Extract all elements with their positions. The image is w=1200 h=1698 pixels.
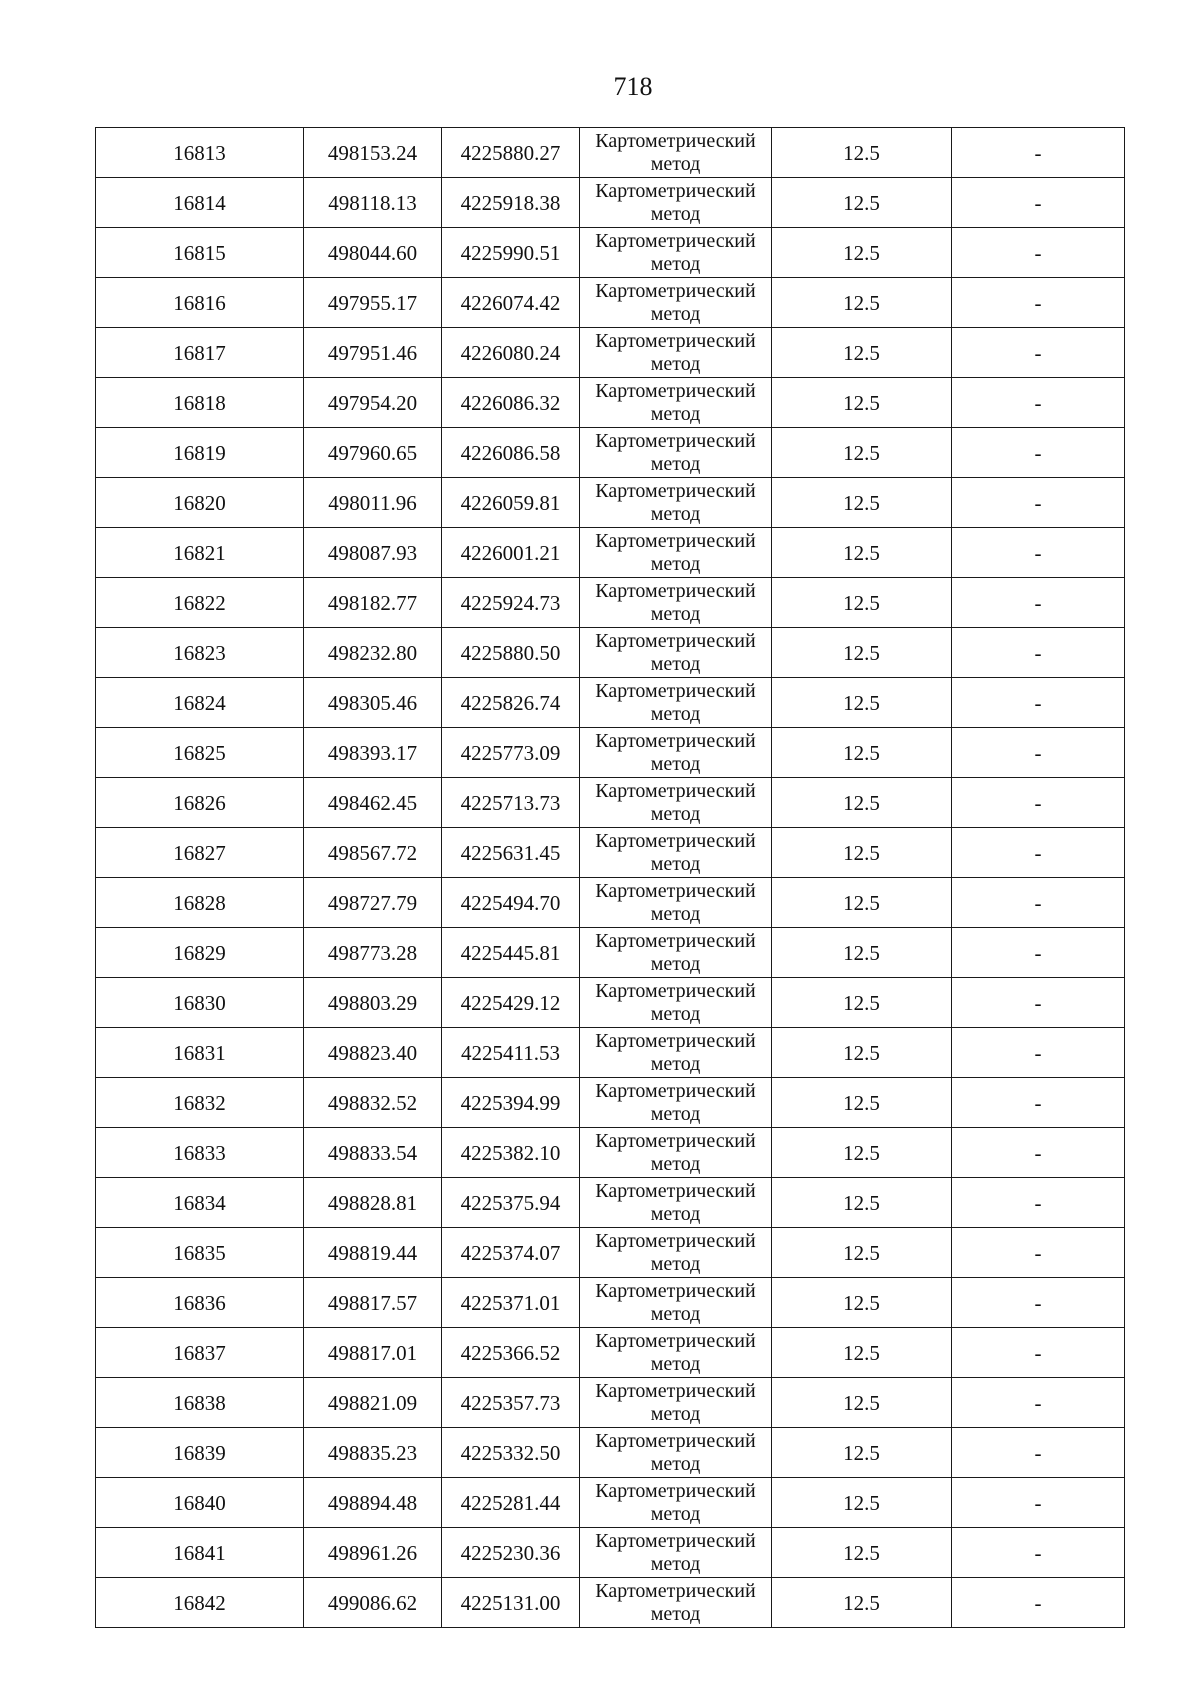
accuracy-cell: 12.5: [772, 678, 952, 728]
accuracy-cell: 12.5: [772, 978, 952, 1028]
y-coordinate-cell: 4225411.53: [442, 1028, 580, 1078]
y-coordinate-cell: 4225357.73: [442, 1378, 580, 1428]
method-line-1: Картометрический: [595, 479, 756, 502]
y-coordinate-cell: 4225429.12: [442, 978, 580, 1028]
method-cell: [580, 328, 772, 378]
x-coordinate-cell: 497955.17: [304, 278, 442, 328]
x-coordinate-cell: 498305.46: [304, 678, 442, 728]
method-line-1: Картометрический: [595, 729, 756, 752]
x-coordinate-cell: 498393.17: [304, 728, 442, 778]
method-line-2: метод: [650, 1002, 701, 1025]
method-line-1: Картометрический: [595, 979, 756, 1002]
note-cell: -: [952, 228, 1125, 278]
point-number-cell: 16816: [96, 278, 304, 328]
table-row: [96, 428, 1125, 478]
table-row: [96, 1028, 1125, 1078]
accuracy-cell: 12.5: [772, 1328, 952, 1378]
table-row: [96, 128, 1125, 178]
method-cell: [580, 1328, 772, 1378]
method-line-1: Картометрический: [595, 629, 756, 652]
accuracy-cell: 12.5: [772, 528, 952, 578]
table-row: [96, 928, 1125, 978]
point-number-cell: 16819: [96, 428, 304, 478]
x-coordinate-cell: 498894.48: [304, 1478, 442, 1528]
method-line-2: метод: [650, 1552, 701, 1575]
x-coordinate-cell: 498828.81: [304, 1178, 442, 1228]
y-coordinate-cell: 4225382.10: [442, 1128, 580, 1178]
method-cell: [580, 628, 772, 678]
table-row: [96, 1478, 1125, 1528]
note-cell: -: [952, 1378, 1125, 1428]
point-number-cell: 16839: [96, 1428, 304, 1478]
method-line-1: Картометрический: [595, 779, 756, 802]
point-number-cell: 16818: [96, 378, 304, 428]
x-coordinate-cell: 498011.96: [304, 478, 442, 528]
note-cell: -: [952, 878, 1125, 928]
accuracy-cell: 12.5: [772, 928, 952, 978]
x-coordinate-cell: 498823.40: [304, 1028, 442, 1078]
note-cell: -: [952, 328, 1125, 378]
method-line-1: Картометрический: [595, 879, 756, 902]
table-row: [96, 1578, 1125, 1628]
method-cell: [580, 278, 772, 328]
point-number-cell: 16813: [96, 128, 304, 178]
x-coordinate-cell: 498567.72: [304, 828, 442, 878]
note-cell: -: [952, 728, 1125, 778]
point-number-cell: 16840: [96, 1478, 304, 1528]
method-line-2: метод: [650, 752, 701, 775]
note-cell: -: [952, 928, 1125, 978]
table-row: [96, 628, 1125, 678]
accuracy-cell: 12.5: [772, 1028, 952, 1078]
y-coordinate-cell: 4225924.73: [442, 578, 580, 628]
x-coordinate-cell: 498803.29: [304, 978, 442, 1028]
y-coordinate-cell: 4225631.45: [442, 828, 580, 878]
point-number-cell: 16817: [96, 328, 304, 378]
method-line-2: метод: [650, 1252, 701, 1275]
accuracy-cell: 12.5: [772, 578, 952, 628]
x-coordinate-cell: 498817.01: [304, 1328, 442, 1378]
note-cell: -: [952, 1128, 1125, 1178]
y-coordinate-cell: 4225826.74: [442, 678, 580, 728]
method-line-1: Картометрический: [595, 829, 756, 852]
page-number: 718: [613, 72, 653, 101]
note-cell: -: [952, 1328, 1125, 1378]
accuracy-cell: 12.5: [772, 228, 952, 278]
y-coordinate-cell: 4226001.21: [442, 528, 580, 578]
method-line-2: метод: [650, 552, 701, 575]
method-cell: [580, 728, 772, 778]
accuracy-cell: 12.5: [772, 628, 952, 678]
method-line-2: метод: [650, 452, 701, 475]
accuracy-cell: 12.5: [772, 128, 952, 178]
coordinates-table-body: [96, 128, 1125, 1628]
method-cell: [580, 178, 772, 228]
y-coordinate-cell: 4225281.44: [442, 1478, 580, 1528]
table-row: [96, 1328, 1125, 1378]
note-cell: -: [952, 778, 1125, 828]
table-row: [96, 378, 1125, 428]
method-line-1: Картометрический: [595, 529, 756, 552]
method-line-1: Картометрический: [595, 579, 756, 602]
method-line-2: метод: [650, 602, 701, 625]
table-row: [96, 1228, 1125, 1278]
y-coordinate-cell: 4226059.81: [442, 478, 580, 528]
note-cell: -: [952, 978, 1125, 1028]
method-line-1: Картометрический: [595, 679, 756, 702]
note-cell: -: [952, 1528, 1125, 1578]
note-cell: -: [952, 278, 1125, 328]
point-number-cell: 16824: [96, 678, 304, 728]
point-number-cell: 16838: [96, 1378, 304, 1428]
y-coordinate-cell: 4226086.32: [442, 378, 580, 428]
accuracy-cell: 12.5: [772, 1278, 952, 1328]
accuracy-cell: 12.5: [772, 1528, 952, 1578]
method-line-1: Картометрический: [595, 1129, 756, 1152]
note-cell: -: [952, 1428, 1125, 1478]
method-cell: [580, 528, 772, 578]
point-number-cell: 16833: [96, 1128, 304, 1178]
method-line-2: метод: [650, 1402, 701, 1425]
coordinates-table: [95, 127, 1125, 1628]
accuracy-cell: 12.5: [772, 1478, 952, 1528]
method-line-2: метод: [650, 202, 701, 225]
method-line-1: Картометрический: [595, 129, 756, 152]
x-coordinate-cell: 499086.62: [304, 1578, 442, 1628]
method-cell: [580, 778, 772, 828]
method-line-2: метод: [650, 1352, 701, 1375]
point-number-cell: 16836: [96, 1278, 304, 1328]
note-cell: -: [952, 428, 1125, 478]
y-coordinate-cell: 4225230.36: [442, 1528, 580, 1578]
accuracy-cell: 12.5: [772, 828, 952, 878]
point-number-cell: 16826: [96, 778, 304, 828]
table-row: [96, 278, 1125, 328]
method-cell: [580, 228, 772, 278]
note-cell: -: [952, 528, 1125, 578]
method-line-1: Картометрический: [595, 1529, 756, 1552]
accuracy-cell: 12.5: [772, 1428, 952, 1478]
point-number-cell: 16821: [96, 528, 304, 578]
method-cell: [580, 1478, 772, 1528]
method-line-2: метод: [650, 1502, 701, 1525]
accuracy-cell: 12.5: [772, 1228, 952, 1278]
method-line-2: метод: [650, 952, 701, 975]
accuracy-cell: 12.5: [772, 278, 952, 328]
y-coordinate-cell: 4225371.01: [442, 1278, 580, 1328]
x-coordinate-cell: 497960.65: [304, 428, 442, 478]
method-cell: [580, 928, 772, 978]
point-number-cell: 16835: [96, 1228, 304, 1278]
point-number-cell: 16814: [96, 178, 304, 228]
x-coordinate-cell: 498817.57: [304, 1278, 442, 1328]
point-number-cell: 16829: [96, 928, 304, 978]
table-row: [96, 528, 1125, 578]
x-coordinate-cell: 498832.52: [304, 1078, 442, 1128]
y-coordinate-cell: 4225494.70: [442, 878, 580, 928]
note-cell: -: [952, 1228, 1125, 1278]
y-coordinate-cell: 4225131.00: [442, 1578, 580, 1628]
accuracy-cell: 12.5: [772, 1578, 952, 1628]
x-coordinate-cell: 498821.09: [304, 1378, 442, 1428]
method-line-2: метод: [650, 152, 701, 175]
method-line-1: Картометрический: [595, 1279, 756, 1302]
accuracy-cell: 12.5: [772, 428, 952, 478]
method-cell: [580, 378, 772, 428]
method-line-1: Картометрический: [595, 1429, 756, 1452]
x-coordinate-cell: 498462.45: [304, 778, 442, 828]
method-cell: [580, 478, 772, 528]
table-row: [96, 678, 1125, 728]
method-line-1: Картометрический: [595, 379, 756, 402]
x-coordinate-cell: 498819.44: [304, 1228, 442, 1278]
note-cell: -: [952, 828, 1125, 878]
note-cell: -: [952, 478, 1125, 528]
note-cell: -: [952, 1578, 1125, 1628]
method-cell: [580, 878, 772, 928]
y-coordinate-cell: 4225880.50: [442, 628, 580, 678]
note-cell: -: [952, 1178, 1125, 1228]
method-cell: [580, 428, 772, 478]
x-coordinate-cell: 497954.20: [304, 378, 442, 428]
note-cell: -: [952, 678, 1125, 728]
method-line-1: Картометрический: [595, 329, 756, 352]
method-line-2: метод: [650, 302, 701, 325]
note-cell: -: [952, 628, 1125, 678]
method-line-2: метод: [650, 252, 701, 275]
y-coordinate-cell: 4225990.51: [442, 228, 580, 278]
note-cell: -: [952, 1078, 1125, 1128]
method-line-1: Картометрический: [595, 279, 756, 302]
y-coordinate-cell: 4226080.24: [442, 328, 580, 378]
accuracy-cell: 12.5: [772, 378, 952, 428]
method-line-1: Картометрический: [595, 1229, 756, 1252]
point-number-cell: 16834: [96, 1178, 304, 1228]
x-coordinate-cell: 498727.79: [304, 878, 442, 928]
method-line-1: Картометрический: [595, 1079, 756, 1102]
method-cell: [580, 828, 772, 878]
table-row: [96, 578, 1125, 628]
point-number-cell: 16832: [96, 1078, 304, 1128]
y-coordinate-cell: 4225880.27: [442, 128, 580, 178]
y-coordinate-cell: 4226086.58: [442, 428, 580, 478]
y-coordinate-cell: 4225713.73: [442, 778, 580, 828]
method-line-1: Картометрический: [595, 1179, 756, 1202]
y-coordinate-cell: 4225773.09: [442, 728, 580, 778]
method-line-2: метод: [650, 1602, 701, 1625]
table-row: [96, 178, 1125, 228]
note-cell: -: [952, 1028, 1125, 1078]
point-number-cell: 16823: [96, 628, 304, 678]
method-line-2: метод: [650, 352, 701, 375]
method-line-2: метод: [650, 652, 701, 675]
accuracy-cell: 12.5: [772, 178, 952, 228]
point-number-cell: 16828: [96, 878, 304, 928]
method-line-1: Картометрический: [595, 229, 756, 252]
y-coordinate-cell: 4226074.42: [442, 278, 580, 328]
table-row: [96, 1178, 1125, 1228]
note-cell: -: [952, 1278, 1125, 1328]
x-coordinate-cell: 498044.60: [304, 228, 442, 278]
point-number-cell: 16831: [96, 1028, 304, 1078]
point-number-cell: 16827: [96, 828, 304, 878]
point-number-cell: 16822: [96, 578, 304, 628]
method-line-2: метод: [650, 802, 701, 825]
accuracy-cell: 12.5: [772, 1078, 952, 1128]
method-line-1: Картометрический: [595, 1579, 756, 1602]
method-line-2: метод: [650, 1052, 701, 1075]
table-row: [96, 1528, 1125, 1578]
method-line-2: метод: [650, 1302, 701, 1325]
note-cell: -: [952, 578, 1125, 628]
method-cell: [580, 978, 772, 1028]
point-number-cell: 16837: [96, 1328, 304, 1378]
y-coordinate-cell: 4225394.99: [442, 1078, 580, 1128]
method-line-1: Картометрический: [595, 429, 756, 452]
note-cell: -: [952, 128, 1125, 178]
method-line-2: метод: [650, 402, 701, 425]
method-cell: [580, 128, 772, 178]
point-number-cell: 16825: [96, 728, 304, 778]
method-cell: [580, 1078, 772, 1128]
method-line-2: метод: [650, 1102, 701, 1125]
method-cell: [580, 1378, 772, 1428]
note-cell: -: [952, 1478, 1125, 1528]
point-number-cell: 16841: [96, 1528, 304, 1578]
y-coordinate-cell: 4225332.50: [442, 1428, 580, 1478]
point-number-cell: 16815: [96, 228, 304, 278]
accuracy-cell: 12.5: [772, 878, 952, 928]
method-cell: [580, 1228, 772, 1278]
y-coordinate-cell: 4225445.81: [442, 928, 580, 978]
accuracy-cell: 12.5: [772, 478, 952, 528]
x-coordinate-cell: 498232.80: [304, 628, 442, 678]
method-line-2: метод: [650, 902, 701, 925]
accuracy-cell: 12.5: [772, 1378, 952, 1428]
point-number-cell: 16842: [96, 1578, 304, 1628]
x-coordinate-cell: 498153.24: [304, 128, 442, 178]
accuracy-cell: 12.5: [772, 1178, 952, 1228]
table-row: [96, 1428, 1125, 1478]
table-row: [96, 1278, 1125, 1328]
method-line-1: Картометрический: [595, 1329, 756, 1352]
y-coordinate-cell: 4225918.38: [442, 178, 580, 228]
method-cell: [580, 1028, 772, 1078]
method-line-1: Картометрический: [595, 929, 756, 952]
method-cell: [580, 678, 772, 728]
table-row: [96, 878, 1125, 928]
method-line-2: метод: [650, 502, 701, 525]
method-cell: [580, 1578, 772, 1628]
note-cell: -: [952, 178, 1125, 228]
accuracy-cell: 12.5: [772, 1128, 952, 1178]
method-cell: [580, 1278, 772, 1328]
method-cell: [580, 1428, 772, 1478]
method-line-1: Картометрический: [595, 179, 756, 202]
method-line-2: метод: [650, 702, 701, 725]
method-line-1: Картометрический: [595, 1479, 756, 1502]
x-coordinate-cell: 498182.77: [304, 578, 442, 628]
table-row: [96, 478, 1125, 528]
method-cell: [580, 578, 772, 628]
method-line-2: метод: [650, 1152, 701, 1175]
table-row: [96, 228, 1125, 278]
table-row: [96, 728, 1125, 778]
point-number-cell: 16820: [96, 478, 304, 528]
x-coordinate-cell: 498835.23: [304, 1428, 442, 1478]
accuracy-cell: 12.5: [772, 728, 952, 778]
y-coordinate-cell: 4225375.94: [442, 1178, 580, 1228]
method-cell: [580, 1528, 772, 1578]
table-row: [96, 778, 1125, 828]
x-coordinate-cell: 497951.46: [304, 328, 442, 378]
accuracy-cell: 12.5: [772, 778, 952, 828]
method-line-1: Картометрический: [595, 1029, 756, 1052]
x-coordinate-cell: 498833.54: [304, 1128, 442, 1178]
x-coordinate-cell: 498118.13: [304, 178, 442, 228]
table-row: [96, 1078, 1125, 1128]
x-coordinate-cell: 498773.28: [304, 928, 442, 978]
method-line-2: метод: [650, 1452, 701, 1475]
table-row: [96, 1378, 1125, 1428]
table-row: [96, 1128, 1125, 1178]
y-coordinate-cell: 4225366.52: [442, 1328, 580, 1378]
table-row: [96, 328, 1125, 378]
method-line-2: метод: [650, 852, 701, 875]
method-line-1: Картометрический: [595, 1379, 756, 1402]
table-row: [96, 978, 1125, 1028]
method-line-2: метод: [650, 1202, 701, 1225]
x-coordinate-cell: 498087.93: [304, 528, 442, 578]
y-coordinate-cell: 4225374.07: [442, 1228, 580, 1278]
x-coordinate-cell: 498961.26: [304, 1528, 442, 1578]
accuracy-cell: 12.5: [772, 328, 952, 378]
point-number-cell: 16830: [96, 978, 304, 1028]
method-cell: [580, 1178, 772, 1228]
note-cell: -: [952, 378, 1125, 428]
table-row: [96, 828, 1125, 878]
method-cell: [580, 1128, 772, 1178]
